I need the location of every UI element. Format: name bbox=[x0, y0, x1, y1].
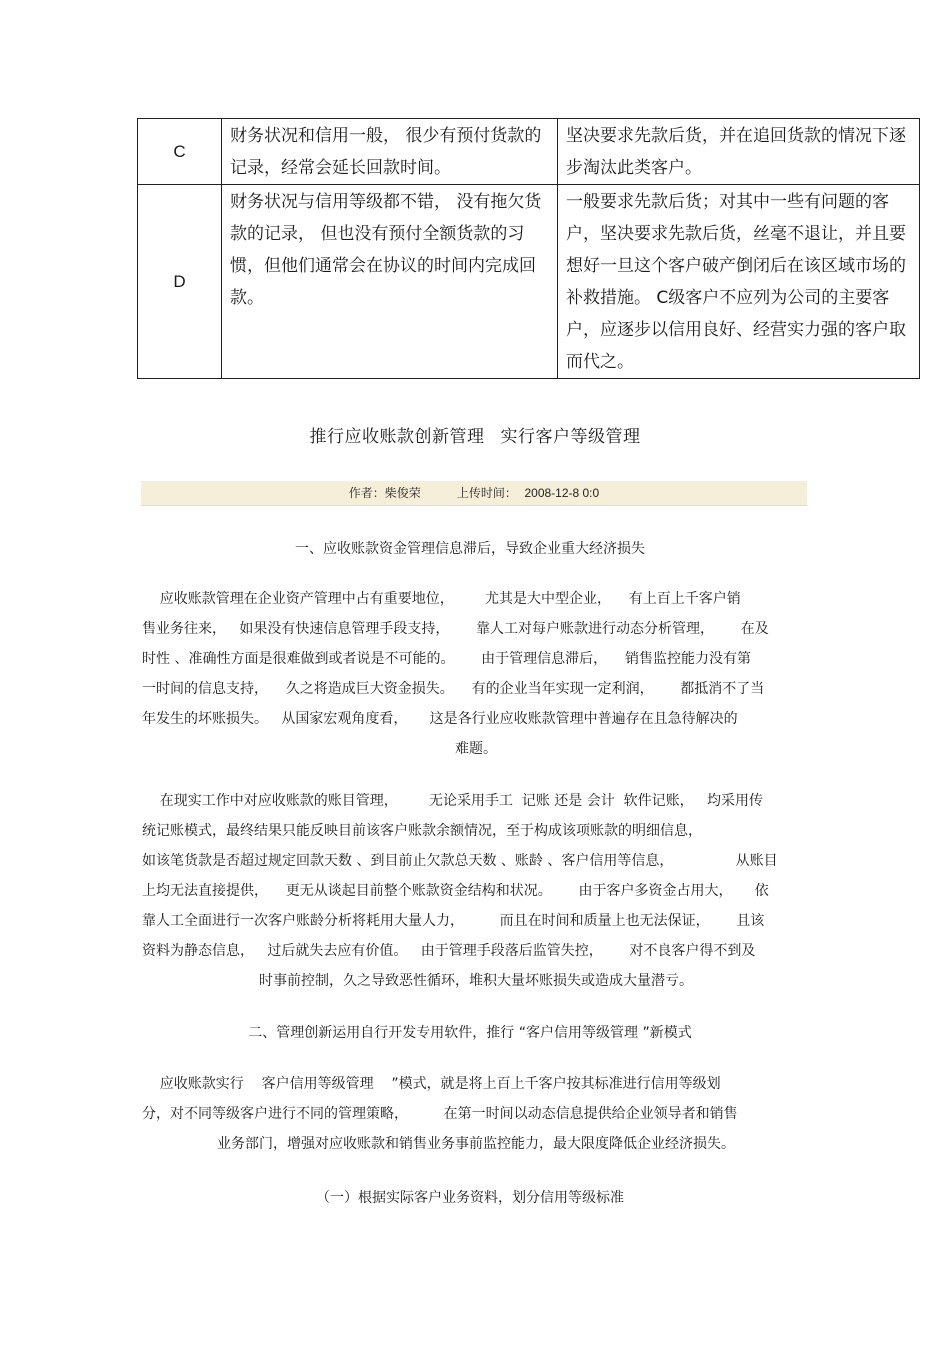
paragraph-line: 如该笔货款是否超过规定回款天数 、到目前止欠款总天数 、账龄 、客户信用等信息， 从账目 bbox=[142, 853, 778, 869]
section-heading-1: 一、应收账款资金管理信息滞后，导致企业重大经济损失 bbox=[295, 541, 645, 557]
paragraph-line: 应收账款实行 客户信用等级管理 ”模式，就是将上百上千客户按其标准进行信用等级划 bbox=[142, 1076, 721, 1092]
grade-cell: C bbox=[138, 119, 222, 185]
section-heading-2: 二、管理创新运用自行开发专用软件，推行 “客户信用等级管理 ”新模式 bbox=[248, 1025, 692, 1041]
paragraph-3 bbox=[142, 1069, 810, 1159]
paragraph-line: 时性 、准确性方面是很难做到或者说是不可能的。 由于管理信息滞后， 销售监控能力没有第 bbox=[142, 651, 751, 667]
credit-grade-table bbox=[137, 118, 920, 379]
article-meta-bar bbox=[141, 481, 807, 506]
description-cell: 财务状况和信用一般， 很少有预付货款的记录，经常会延长回款时间。 bbox=[222, 119, 558, 185]
table-row bbox=[138, 119, 920, 185]
paragraph-line: 售业务往来， 如果没有快速信息管理手段支持， 靠人工对每户账款进行动态分析管理， 在及 bbox=[142, 621, 769, 637]
section-heading-3: （一）根据实际客户业务资料，划分信用等级标准 bbox=[316, 1190, 624, 1206]
paragraph-line: 上均无法直接提供， 更无从谈起目前整个账款资金结构和状况。 由于客户多资金占用大， 依 bbox=[142, 883, 769, 899]
paragraph-line: 业务部门，增强对应收账款和销售业务事前监控能力，最大限度降低企业经济损失。 bbox=[217, 1136, 735, 1152]
policy-cell: 一般要求先款后货；对其中一些有问题的客户，坚决要求先款后货，丝毫不退让，并且要想好一旦这个客户破产倒闭后在该区域市场的补救措施。 C级客户不应列为公司的主要客户，应逐步以信用良好、经营实力强的客户取而代之。 bbox=[558, 185, 920, 379]
paragraph-line: 资料为静态信息， 过后就失去应有价值。 由于管理手段落后监管失控， 对不良客户得不到及 bbox=[142, 943, 756, 959]
paragraph-line: 应收账款管理在企业资产管理中占有重要地位， 尤其是大中型企业， 有上百上千客户销 bbox=[142, 591, 741, 607]
paragraph-line: 靠人工全面进行一次客户账龄分析将耗用大量人力， 而且在时间和质量上也无法保证， 且该 bbox=[142, 913, 765, 929]
paragraph-line: 一时间的信息支持， 久之将造成巨大资金损失。 有的企业当年实现一定利润， 都抵消不了当 bbox=[142, 681, 765, 697]
table-row bbox=[138, 185, 920, 379]
policy-cell: 坚决要求先款后货，并在追回货款的情况下逐步淘汰此类客户。 bbox=[558, 119, 920, 185]
upload-time-label: 上传时间： bbox=[456, 486, 517, 500]
paragraph-line: 分，对不同等级客户进行不同的管理策略， 在第一时间以动态信息提供给企业领导者和销售 bbox=[142, 1106, 738, 1122]
paragraph-line: 年发生的坏账损失。 从国家宏观角度看， 这是各行业应收账款管理中普遍存在且急待解决的 bbox=[142, 711, 738, 727]
paragraph-line: 在现实工作中对应收账款的账目管理， 无论采用手工 记账 还是 会计 软件记账， 均采用传 bbox=[142, 793, 764, 809]
grade-cell: D bbox=[138, 185, 222, 379]
paragraph-1 bbox=[142, 584, 810, 764]
paragraph-line: 统记账模式，最终结果只能反映目前该客户账款余额情况，至于构成该项账款的明细信息， bbox=[142, 823, 702, 839]
article-title: 推行应收账款创新管理 实行客户等级管理 bbox=[309, 427, 641, 447]
paragraph-line: 难题。 bbox=[455, 741, 497, 757]
description-cell: 财务状况与信用等级都不错， 没有拖欠货款的记录， 但也没有预付全额货款的习惯，但他们通常会在协议的时间内完成回款。 bbox=[222, 185, 558, 379]
paragraph-2 bbox=[142, 786, 810, 996]
author-label: 作者：柴俊荣 bbox=[348, 486, 421, 500]
paragraph-line: 时事前控制，久之导致恶性循环，堆积大量坏账损失或造成大量潜亏。 bbox=[259, 973, 693, 989]
upload-time-value: 2008-12-8 0:0 bbox=[524, 486, 600, 500]
